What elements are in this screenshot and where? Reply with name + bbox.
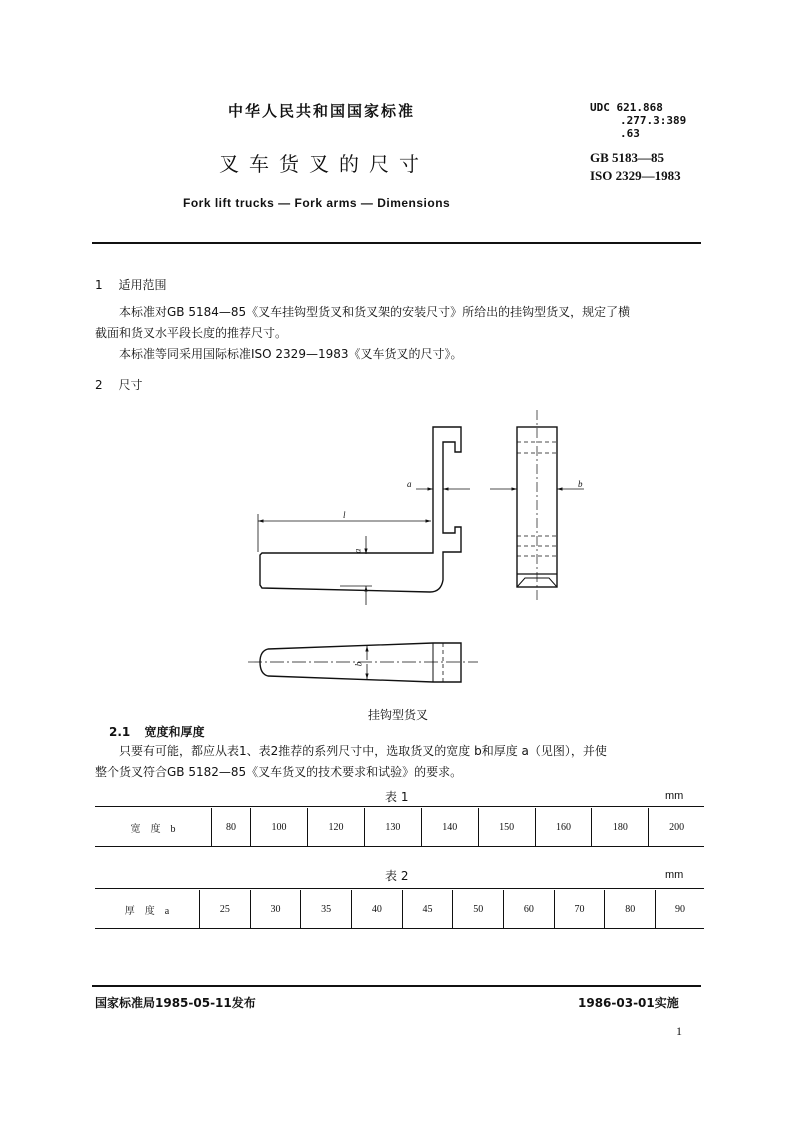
dim-label-b-front: b [578,479,583,489]
page-number: 1 [676,1024,682,1038]
dim-label-a-side: a [407,479,412,489]
table-cell: 35 [301,890,352,928]
table-cell: 130 [364,808,421,846]
udc-line3: .63 [620,127,640,140]
table-cell: 100 [251,808,308,846]
section1-para1-line2: 截面和货叉水平段长度的推荐尺寸。 [95,326,288,340]
table2-caption: 表 2 [385,869,409,883]
section1-title: 适用范围 [118,278,167,292]
table2-unit: mm [665,869,684,881]
figure-caption: 挂钩型货叉 [368,708,429,722]
section21-number: 2.1 [109,725,131,739]
table-row [95,890,704,928]
table-cell: 50 [453,890,504,928]
section1-para2: 本标准等同采用国际标准ISO 2329—1983《叉车货叉的尺寸》。 [119,347,463,361]
table-cell: 45 [402,890,453,928]
section21-title: 宽度和厚度 [144,725,205,739]
table-cell: 200 [649,808,704,846]
table-cell: 40 [352,890,403,928]
table1 [95,808,704,846]
table1-top-rule [95,806,704,807]
section2-title: 尺寸 [118,378,143,392]
section2-number: 2 [95,378,103,392]
section1-number: 1 [95,278,103,292]
footer-rule [92,985,701,987]
table-cell: 60 [504,890,555,928]
gb-code: GB 5183—85 [590,150,665,165]
udc-line2: .277.3:389 [620,114,687,127]
effective-date: 1986-03-01实施 [578,996,679,1010]
udc-line1: UDC 621.868 [590,101,663,114]
table-cell: 180 [592,808,649,846]
iso-code: ISO 2329—1983 [590,168,681,183]
table1-caption: 表 1 [385,790,409,804]
dim-label-b-plan: b [353,661,364,667]
main-title: 叉车货叉的尺寸 [219,152,429,176]
table1-bottom-rule [95,846,704,847]
side-view [260,427,461,592]
dim-label-a-vertical: a [352,548,363,554]
table-row [95,808,704,846]
table2 [95,890,704,928]
section1-para1-line1: 本标准对GB 5184—85《叉车挂钩型货叉和货叉架的安装尺寸》所给出的挂钩型货叉，规定了横 [119,305,631,319]
table-cell: 140 [421,808,478,846]
table-cell: 80 [212,808,251,846]
table2-bottom-rule [95,928,704,929]
standard-title: 中华人民共和国国家标准 [228,102,416,120]
issue-date: 国家标准局1985-05-11发布 [95,996,256,1010]
table2-row-label: 厚 度 a [124,905,170,917]
table-cell: 160 [535,808,592,846]
section21-para-line2: 整个货叉符合GB 5182—85《叉车货叉的技术要求和试验》的要求。 [95,765,463,779]
table-cell: 150 [478,808,535,846]
dim-label-l: l [343,510,346,520]
section21-heading [109,723,204,740]
table-cell: 70 [554,890,605,928]
english-title: Fork lift trucks — Fork arms — Dimensions [183,196,451,210]
table2-top-rule [95,888,704,889]
table1-row-label: 宽 度 b [130,823,176,835]
table-cell: 30 [250,890,301,928]
table-cell: 25 [200,890,251,928]
section21-para-line1: 只要有可能，都应从表1、表2推荐的系列尺寸中，选取货叉的宽度 b和厚度 a（见图），并使 [119,744,607,758]
front-view [490,410,584,600]
table-cell: 120 [308,808,365,846]
table-cell: 90 [656,890,704,928]
table1-unit: mm [665,790,684,802]
table-cell: 80 [605,890,656,928]
